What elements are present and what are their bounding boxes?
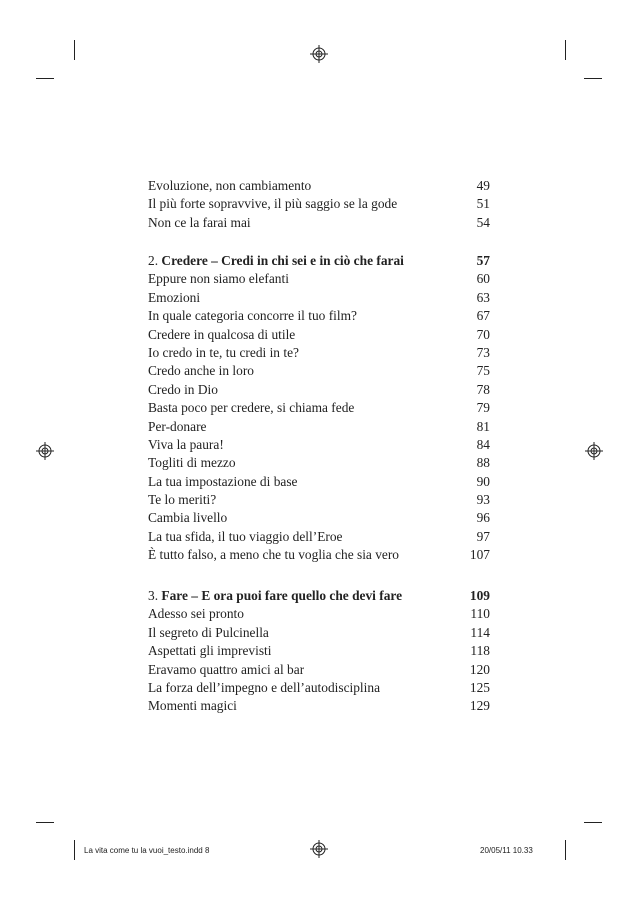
toc-entry-page: 79 — [476, 400, 490, 416]
chapter-page: 57 — [476, 253, 490, 268]
toc-entry-page: 49 — [476, 178, 490, 193]
crop-mark-top-right-v — [565, 40, 566, 60]
toc-entry — [148, 643, 490, 661]
toc-entry-title: Emozioni — [148, 289, 201, 305]
toc-entry-page: 90 — [476, 473, 490, 489]
registration-mark-icon-bottom — [310, 840, 328, 858]
toc-group-1 — [148, 178, 490, 233]
toc-entry-page: 73 — [476, 344, 490, 360]
toc-entry — [148, 492, 490, 510]
crop-mark-bottom-left-v — [74, 840, 75, 860]
toc-entry-title: Cambia livello — [148, 510, 228, 526]
toc-entry-page: 96 — [476, 510, 490, 526]
registration-mark-icon-top — [310, 45, 328, 63]
toc-entry-title: Te lo meriti? — [148, 492, 217, 508]
toc-chapter-heading — [148, 253, 490, 271]
crop-mark-bottom-right-v — [565, 840, 566, 860]
toc-entry — [148, 474, 490, 492]
toc-entry-page: 118 — [470, 643, 490, 659]
toc-entry-title: Basta poco per credere, si chiama fede — [148, 400, 355, 416]
toc-entry — [148, 196, 490, 214]
chapter-page: 109 — [469, 588, 490, 603]
toc-entry-page: 60 — [476, 271, 490, 287]
toc-entry-page: 107 — [469, 547, 490, 563]
toc-entry — [148, 271, 490, 289]
slug-filename: La vita come tu la vuoi_testo.indd 8 — [84, 846, 210, 855]
chapter-number: 2. — [148, 253, 159, 268]
toc-entry-page: 88 — [476, 455, 490, 471]
registration-mark-icon-right — [585, 442, 603, 460]
crop-mark-bottom-right-h — [584, 822, 602, 823]
toc-entry-title: Aspettati gli imprevisti — [148, 643, 272, 659]
toc-entry — [148, 625, 490, 643]
toc-entry-title: La tua impostazione di base — [148, 473, 298, 489]
chapter-title: Fare – E ora puoi fare quello che devi fare — [161, 588, 403, 603]
toc-entry-page: 110 — [470, 606, 490, 622]
toc-entry-page: 54 — [476, 214, 490, 230]
toc-entry-title: In quale categoria concorre il tuo film? — [148, 308, 357, 324]
toc-entry — [148, 178, 490, 196]
toc-chapter-2 — [148, 253, 490, 566]
toc-entry — [148, 308, 490, 326]
slug-datetime: 20/05/11 10.33 — [480, 846, 533, 855]
toc-entry-page: 97 — [476, 528, 490, 544]
toc-entry — [148, 510, 490, 528]
toc-entry-title: Credo anche in loro — [148, 363, 254, 379]
toc-entry-title: La tua sfida, il tuo viaggio dell’Eroe — [148, 528, 343, 544]
toc-entry — [148, 382, 490, 400]
toc-entry — [148, 455, 490, 473]
toc-entry-page: 125 — [469, 679, 490, 695]
toc-entry — [148, 529, 490, 547]
toc-entry — [148, 215, 490, 233]
toc-entry-title: È tutto falso, a meno che tu voglia che sia vero — [148, 547, 399, 563]
toc-entry — [148, 363, 490, 381]
toc-entry-title: Viva la paura! — [148, 436, 224, 452]
toc-entry-title: Il più forte sopravvive, il più saggio se la gode — [148, 196, 398, 212]
toc-entry — [148, 662, 490, 680]
toc-entry — [148, 345, 490, 363]
toc-entry-title: Eravamo quattro amici al bar — [148, 661, 305, 677]
toc-entry-page: 78 — [476, 381, 490, 397]
toc-entry — [148, 290, 490, 308]
toc-entry — [148, 680, 490, 698]
toc-entry-title: Per-donare — [148, 418, 207, 434]
toc-entry-page: 114 — [470, 624, 490, 640]
toc-entry-title: La forza dell’impegno e dell’autodisciplina — [148, 679, 381, 695]
toc-chapter-heading — [148, 588, 490, 606]
toc-entry-title: Io credo in te, tu credi in te? — [148, 344, 299, 360]
toc-chapter-3 — [148, 588, 490, 717]
crop-mark-top-right-h — [584, 78, 602, 79]
toc-entry-page: 93 — [476, 492, 490, 508]
chapter-title: Credere – Credi in chi sei e in ciò che farai — [161, 253, 404, 268]
toc-entry-title: Credo in Dio — [148, 381, 218, 397]
toc-entry-title: Momenti magici — [148, 698, 237, 714]
crop-mark-top-left-h — [36, 78, 54, 79]
toc-entry-page: 75 — [476, 363, 490, 379]
toc-entry — [148, 437, 490, 455]
toc-entry-title: Togliti di mezzo — [148, 455, 236, 471]
toc-entry-page: 84 — [476, 436, 490, 452]
toc-entry — [148, 419, 490, 437]
toc-entry-page: 129 — [469, 698, 490, 714]
crop-mark-top-left-v — [74, 40, 75, 60]
toc-entry — [148, 547, 490, 565]
toc-entry-title: Il segreto di Pulcinella — [148, 624, 269, 640]
crop-mark-bottom-left-h — [36, 822, 54, 823]
toc-entry-page: 120 — [469, 661, 490, 677]
toc-entry-title: Non ce la farai mai — [148, 214, 251, 230]
toc-entry — [148, 327, 490, 345]
toc-entry — [148, 698, 490, 716]
toc-entry-page: 51 — [476, 196, 490, 212]
toc-entry-title: Adesso sei pronto — [148, 606, 244, 622]
toc-entry-title: Eppure non siamo elefanti — [148, 271, 289, 287]
toc-entry — [148, 606, 490, 624]
toc-entry-page: 70 — [476, 326, 490, 342]
chapter-number: 3. — [148, 588, 159, 603]
toc-entry-page: 63 — [476, 289, 490, 305]
toc-entry-page: 67 — [476, 308, 490, 324]
toc-entry — [148, 400, 490, 418]
registration-mark-icon-left — [36, 442, 54, 460]
toc-entry-title: Credere in qualcosa di utile — [148, 326, 296, 342]
toc-entry-title: Evoluzione, non cambiamento — [148, 178, 312, 193]
toc-entry-page: 81 — [476, 418, 490, 434]
